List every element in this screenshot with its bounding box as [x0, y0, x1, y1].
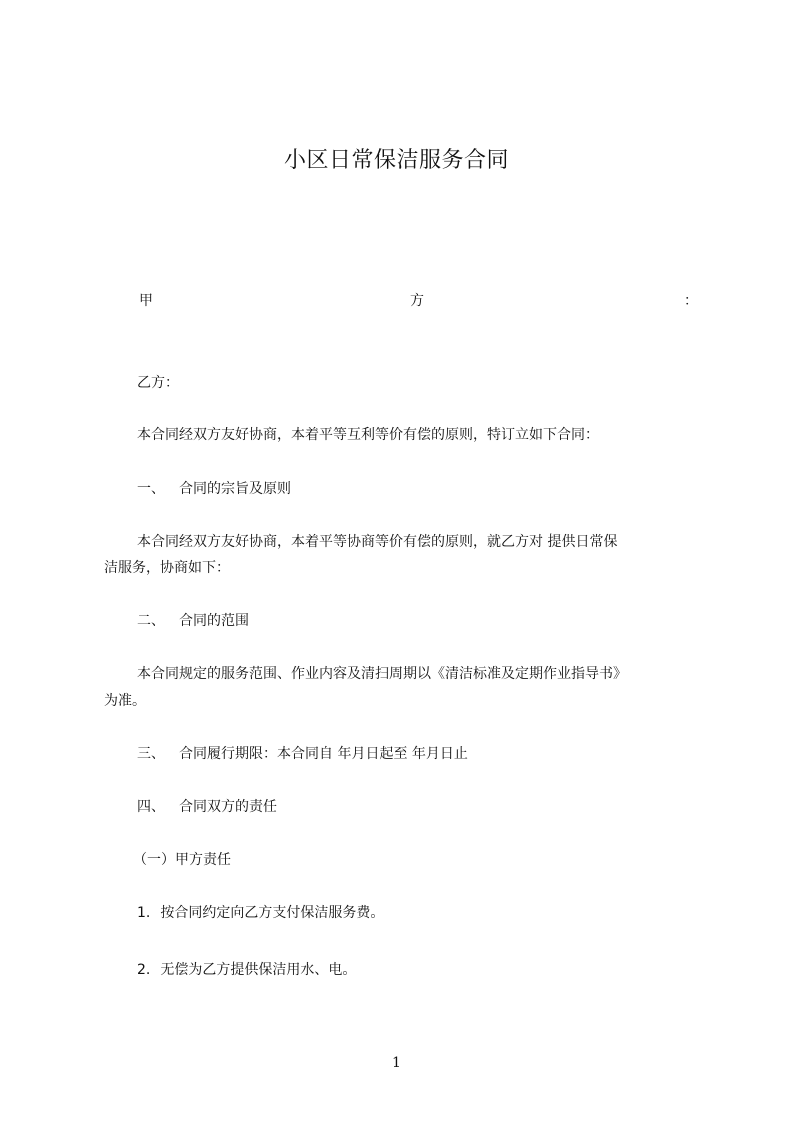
- list-item: [137, 960, 356, 980]
- intro-paragraph: 本合同经双方友好协商，本着平等互利等价有偿的原则，特订立如下合同：: [137, 427, 599, 443]
- section1-body-line1: 本合同经双方友好协商，本着平等协商等价有偿的原则，就乙方对 提供日常保: [137, 534, 618, 550]
- page-number: 1: [392, 1055, 401, 1071]
- subsection1-heading: （一）甲方责任: [133, 852, 231, 868]
- list-item-number: 1.: [137, 905, 151, 921]
- party-a-label-char2: 方: [410, 293, 424, 309]
- section1-heading: [137, 479, 291, 499]
- party-a-label-char1: 甲: [139, 293, 153, 309]
- section3-number: 三、: [137, 746, 165, 762]
- section1-title: 合同的宗旨及原则: [179, 481, 291, 497]
- section1-body-line2: 洁服务，协商如下：: [104, 560, 230, 576]
- party-b-label: 乙方：: [137, 375, 179, 391]
- section2-title: 合同的范围: [179, 613, 249, 629]
- section2-number: 二、: [137, 613, 165, 629]
- section2-body-line1: 本合同规定的服务范围、作业内容及清扫周期以《清洁标准及定期作业指导书》: [137, 666, 627, 682]
- document-title: 小区日常保洁服务合同: [283, 148, 509, 173]
- party-a-label-colon: ：: [684, 293, 698, 309]
- section2-body-line2: 为准。: [104, 693, 146, 709]
- section3-heading: [137, 744, 468, 764]
- list-item-text: 无偿为乙方提供保洁用水、电。: [160, 962, 357, 978]
- section4-heading: [137, 797, 277, 817]
- list-item: [137, 903, 384, 923]
- section1-number: 一、: [137, 481, 165, 497]
- section3-title: 合同履行期限：本合同自 年月日起至 年月日止: [179, 746, 468, 762]
- section2-heading: [137, 611, 249, 631]
- list-item-number: 2.: [137, 962, 151, 978]
- list-item-text: 按合同约定向乙方支付保洁服务费。: [160, 905, 385, 921]
- section4-title: 合同双方的责任: [179, 799, 277, 815]
- section4-number: 四、: [137, 799, 165, 815]
